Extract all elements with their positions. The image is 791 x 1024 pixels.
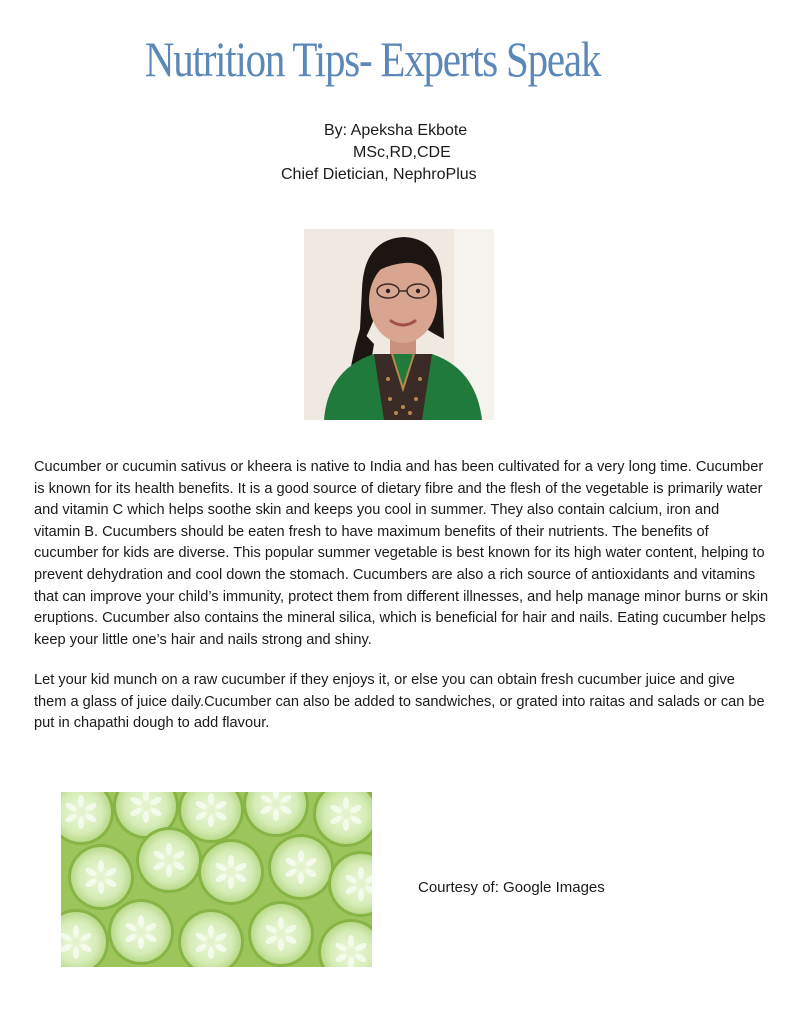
- article-paragraph-2: Let your kid munch on a raw cucumber if they enjoys it, or else you can obtain fresh cucumber juice and give them a glass of juice daily.Cucumber can also be added to sandwiches, or grated into raitas and salads or can be put in chapathi dough to add flavour.: [34, 672, 765, 732]
- image-caption: Courtesy of: Google Images: [418, 879, 605, 896]
- page-title: Nutrition Tips- Experts Speak: [144, 31, 601, 87]
- cucumber-slices-image: [61, 792, 372, 967]
- author-role: Chief Dietician, NephroPlus: [281, 166, 477, 183]
- author-photo: [304, 229, 494, 420]
- author-portrait-illustration: [304, 229, 494, 420]
- article-paragraph-1: Cucumber or cucumin sativus or kheera is native to India and has been cultivated for a very long time. Cucumber is known for its health benefits. It is a good source of dietary fibre and the flesh of the vegetable is primarily water and vitamin C which helps soothe skin and keeps you cool in summer. They also contain calcium, iron and vitamin B. Cucumbers should be eaten fresh to have maximum benefits of their nutrients. The benefits of cucumber for kids are diverse. This popular summer vegetable is best known for its high water content, helping to prevent dehydration and cool down the stomach. Cucumbers are also a rich source of antioxidants and vitamins that can improve your child’s immunity, protect them from different illnesses, and help manage minor burns or skin eruptions. Cucumber also contains the mineral silica, which is beneficial for hair and nails. Eating cucumber helps keep your little one’s hair and nails strong and shiny.: [34, 459, 769, 648]
- author-credentials: MSc,RD,CDE: [353, 144, 451, 161]
- cucumber-slices-illustration: [61, 792, 372, 967]
- author-byline: By: Apeksha Ekbote: [324, 122, 468, 139]
